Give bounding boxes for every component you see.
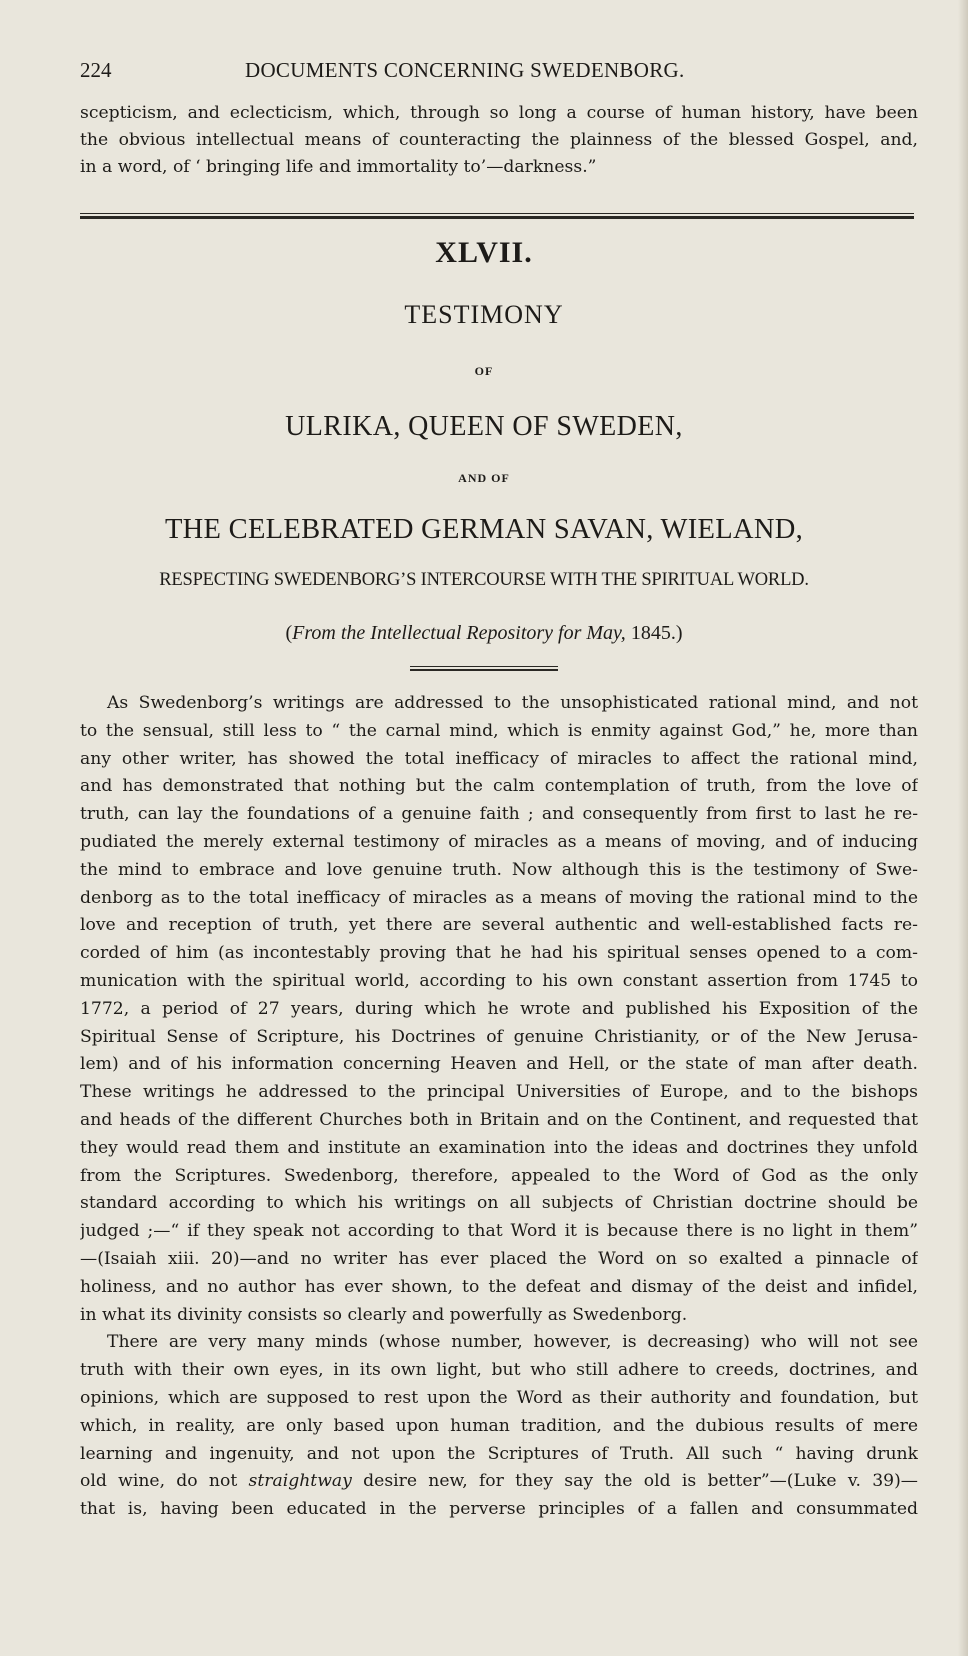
text-line: lem) and of his information concerning Heaven and Hell, or the state of man after death. <box>80 1054 918 1075</box>
article-body <box>80 690 918 1524</box>
text-line: from the Scriptures. Swedenborg, therefore, appealed to the Word of God as the only <box>80 1165 918 1186</box>
text-line: judged ;—“ if they speak not according to that Word it is because there is no light in them” <box>80 1221 918 1242</box>
source-citation: (From the Intellectual Repository for May, 1845.) <box>285 622 683 644</box>
text-line: truth, can lay the foundations of a genuine faith ; and consequently from first to last he re- <box>80 804 918 825</box>
section-title: TESTIMONY <box>404 300 564 329</box>
text-line: the obvious intellectual means of counteracting the plainness of the blessed Gospel, and, <box>80 130 918 150</box>
text-line: There are very many minds (whose number, however, is decreasing) who will not see <box>107 1332 918 1353</box>
previous-section-text <box>80 100 918 181</box>
section-divider-rule <box>80 213 914 219</box>
title-connector-and-of: AND OF <box>458 471 510 485</box>
running-title: DOCUMENTS CONCERNING SWEDENBORG. <box>245 58 685 82</box>
title-connector-of: OF <box>474 364 494 378</box>
text-line: truth with their own eyes, in its own light, but who still adhere to creeds, doctrines, and <box>80 1360 918 1381</box>
text-line: and has demonstrated that nothing but the calm contemplation of truth, from the love of <box>80 776 918 797</box>
text-line: in a word, of ‘ bringing life and immortality to’—darkness.” <box>80 157 597 177</box>
text-line: —(Isaiah xiii. 20)—and no writer has ever placed the Word on so exalted a pinnacle of <box>80 1248 918 1269</box>
text-line: any other writer, has showed the total inefficacy of miracles to affect the rational mind, <box>80 748 918 769</box>
text-line: scepticism, and eclecticism, which, through so long a course of human history, have been <box>80 103 918 123</box>
emphasis-straightway: straightway <box>248 1471 352 1492</box>
text-line: These writings he addressed to the principal Universities of Europe, and to the bishops <box>80 1082 918 1103</box>
text-line: love and reception of truth, yet there are several authentic and well-established facts re- <box>80 915 918 936</box>
text-line: learning and ingenuity, and not upon the Scriptures of Truth. All such “ having drunk <box>80 1443 918 1464</box>
running-header <box>80 58 880 88</box>
title-subheading: RESPECTING SWEDENBORG’S INTERCOURSE WITH THE SPIRITUAL WORLD. <box>159 570 809 590</box>
text-line: the mind to embrace and love genuine truth. Now although this is the testimony of Swe- <box>80 859 918 880</box>
text-line: and heads of the different Churches both in Britain and on the Continent, and requested that <box>80 1109 918 1130</box>
paragraph-2 <box>80 1329 918 1524</box>
text-line: holiness, and no author has ever shown, to the defeat and dismay of the deist and infidel, <box>80 1276 918 1297</box>
text-line: 1772, a period of 27 years, during which he wrote and published his Exposition of the <box>80 998 918 1019</box>
text-line: corded of him (as incontestably proving that he had his spiritual senses opened to a com- <box>80 943 918 964</box>
text-line: standard according to which his writings on all subjects of Christian doctrine should be <box>80 1193 918 1214</box>
section-number: XLVII. <box>435 236 533 269</box>
title-short-rule <box>410 666 558 671</box>
source-year: 1845. <box>630 622 676 644</box>
text-line: old wine, do not straightway desire new, for they say the old is better”—(Luke v. 39)— <box>80 1471 918 1492</box>
text-line: denborg as to the total inefficacy of miracles as a means of moving the rational mind to the <box>80 887 918 908</box>
text-line: that is, having been educated in the perverse principles of a fallen and consummated <box>80 1499 918 1520</box>
paragraph-1 <box>80 690 918 1329</box>
text-line: pudiated the merely external testimony of miracles as a means of moving, and of inducing <box>80 831 918 852</box>
page-number: 224 <box>80 58 112 82</box>
title-subject-wieland: THE CELEBRATED GERMAN SAVAN, WIELAND, <box>164 514 804 545</box>
text-line: to the sensual, still less to “ the carnal mind, which is enmity against God,” he, more than <box>80 720 918 741</box>
text-line: Spiritual Sense of Scripture, his Doctrines of genuine Christianity, or of the New Jerusa- <box>80 1026 918 1047</box>
text-line: in what its divinity consists so clearly and powerfully as Swedenborg. <box>80 1304 688 1325</box>
text-line: munication with the spiritual world, according to his own constant assertion from 1745 to <box>80 970 918 991</box>
title-subject-ulrika: ULRIKA, QUEEN OF SWEDEN, <box>285 411 683 442</box>
text-line: As Swedenborg’s writings are addressed to the unsophisticated rational mind, and not <box>107 693 918 713</box>
text-line: they would read them and institute an examination into the ideas and doctrines they unfold <box>80 1137 918 1158</box>
text-line: which, in reality, are only based upon human tradition, and the dubious results of mere <box>80 1415 918 1436</box>
source-journal: From the Intellectual Repository for May, <box>292 622 626 644</box>
text-line: opinions, which are supposed to rest upon the Word as their authority and foundation, but <box>80 1387 918 1408</box>
